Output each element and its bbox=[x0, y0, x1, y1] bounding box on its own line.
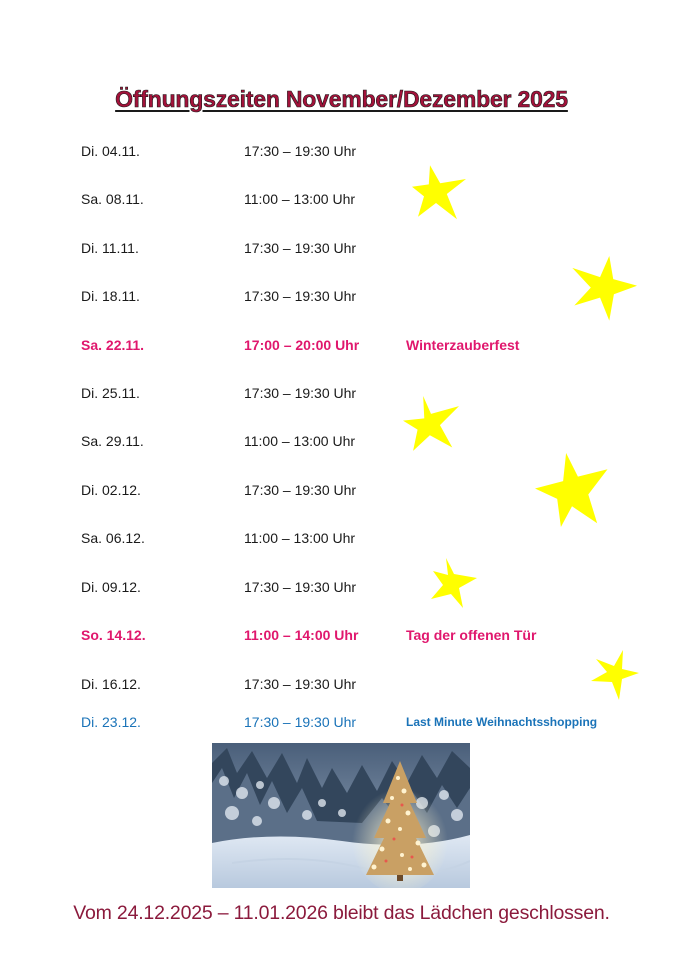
schedule-date: Sa. 06.12. bbox=[81, 530, 145, 546]
schedule-time: 17:30 – 19:30 Uhr bbox=[244, 288, 357, 304]
closing-notice: Vom 24.12.2025 – 11.01.2026 bleibt das Lädchen geschlossen. bbox=[73, 902, 610, 924]
schedule-time: 17:30 – 19:30 Uhr bbox=[244, 143, 357, 159]
schedule-time: 17:30 – 19:30 Uhr bbox=[244, 240, 357, 256]
schedule-date: Di. 02.12. bbox=[81, 482, 141, 498]
schedule-event-note: Winterzauberfest bbox=[406, 337, 520, 353]
page-title: Öffnungszeiten November/Dezember 2025 bbox=[115, 86, 568, 112]
schedule-row bbox=[0, 530, 683, 552]
schedule-date: So. 14.12. bbox=[81, 627, 146, 643]
schedule-time: 11:00 – 13:00 Uhr bbox=[244, 530, 356, 546]
schedule-row bbox=[0, 579, 683, 601]
schedule-row bbox=[0, 385, 683, 407]
schedule-date: Di. 25.11. bbox=[81, 385, 140, 401]
schedule-time: 17:30 – 19:30 Uhr bbox=[244, 714, 357, 730]
star-icon bbox=[589, 650, 639, 700]
schedule-date: Di. 18.11. bbox=[81, 288, 140, 304]
snowy-christmas-tree-photo bbox=[212, 743, 470, 888]
schedule-time: 11:00 – 14:00 Uhr bbox=[244, 627, 359, 643]
schedule-special-note: Last Minute Weihnachtsshopping bbox=[406, 715, 598, 729]
schedule-row bbox=[0, 191, 683, 213]
schedule-time: 11:00 – 13:00 Uhr bbox=[244, 433, 356, 449]
star-icon bbox=[570, 256, 638, 322]
schedule-event-note: Tag der offenen Tür bbox=[406, 627, 537, 643]
schedule-date: Sa. 22.11. bbox=[81, 337, 145, 353]
star-icon bbox=[403, 396, 459, 452]
star-icon bbox=[412, 160, 472, 228]
schedule-row bbox=[0, 676, 683, 698]
star-icon bbox=[535, 452, 609, 528]
schedule-row bbox=[0, 143, 683, 165]
schedule-time: 17:30 – 19:30 Uhr bbox=[244, 385, 357, 401]
schedule-time: 17:00 – 20:00 Uhr bbox=[244, 337, 360, 353]
schedule-date: Di. 11.11. bbox=[81, 240, 139, 256]
schedule-date: Di. 23.12. bbox=[81, 714, 141, 730]
schedule-row-special bbox=[0, 714, 683, 736]
schedule-time: 11:00 – 13:00 Uhr bbox=[244, 191, 356, 207]
schedule-time: 17:30 – 19:30 Uhr bbox=[244, 579, 357, 595]
star-icon bbox=[428, 558, 478, 608]
schedule-date: Sa. 29.11. bbox=[81, 433, 144, 449]
schedule-date: Sa. 08.11. bbox=[81, 191, 144, 207]
schedule-row-event bbox=[0, 337, 683, 359]
schedule-date: Di. 16.12. bbox=[81, 676, 141, 692]
schedule-date: Di. 04.11. bbox=[81, 143, 140, 159]
schedule-time: 17:30 – 19:30 Uhr bbox=[244, 482, 357, 498]
schedule-date: Di. 09.12. bbox=[81, 579, 141, 595]
schedule-row-event bbox=[0, 627, 683, 649]
schedule-time: 17:30 – 19:30 Uhr bbox=[244, 676, 357, 692]
